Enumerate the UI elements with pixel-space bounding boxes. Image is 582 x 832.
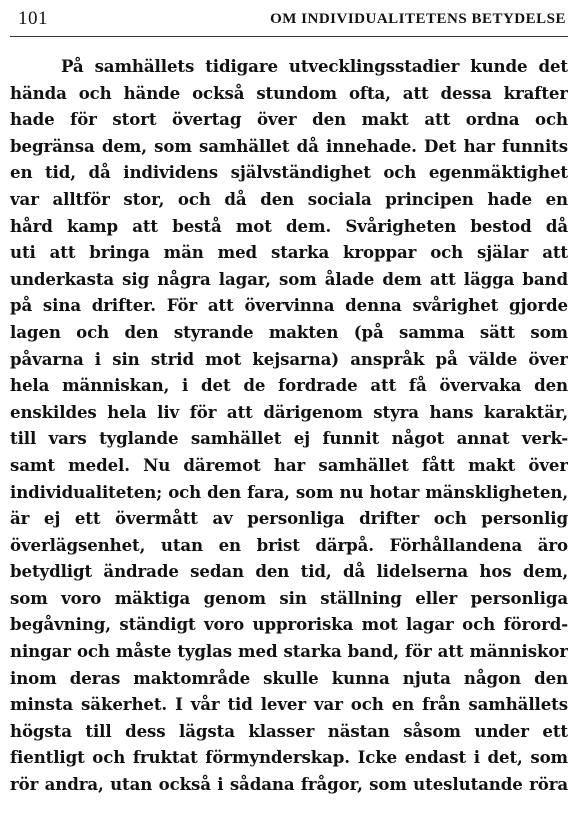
text-line: På samhällets tidigare utvecklingsstadier kunde det <box>61 56 568 76</box>
text-line: samt medel. Nu däremot har samhället fått makt över <box>10 454 568 475</box>
text-line: en tid, då individens självständighet och egenmäktighet <box>10 162 568 183</box>
header-rule <box>10 36 568 37</box>
text-line: fientligt och fruktat förmynderskap. Icke endast i det, som <box>10 747 568 768</box>
page-header <box>18 8 566 32</box>
text-line: underkasta sig några lagar, som ålade dem att lägga band <box>10 268 568 289</box>
text-line: till vars tyglande samhället ej funnit något annat verk- <box>10 428 568 449</box>
text-line: överlägsenhet, utan en brist därpå. Förhållandena äro <box>10 534 568 555</box>
text-line: hade för stort övertag över den makt att ordna och <box>10 109 568 130</box>
text-line: ningar och måste tyglas med starka band, för att människor <box>10 641 568 662</box>
text-line: är ej ett övermått av personliga drifter och personlig <box>10 508 568 529</box>
text-line: var alltför stor, och då den sociala principen hade en <box>10 188 568 209</box>
text-line: hända och hände också stundom ofta, att dessa krafter <box>10 82 568 103</box>
text-line: begåvning, ständigt voro upproriska mot lagar och förord- <box>10 614 568 635</box>
text-line: begränsa dem, som samhället då innehade. Det har funnits <box>10 135 568 156</box>
text-line: betydligt ändrade sedan den tid, då lidelserna hos dem, <box>10 561 568 582</box>
text-line: lagen och den styrande makten (på samma sätt som <box>10 321 568 342</box>
text-line: på sina drifter. För att övervinna denna svårighet gjorde <box>10 295 568 316</box>
text-line: minsta säkerhet. I vår tid lever var och en från samhällets <box>10 694 568 715</box>
body-text <box>10 53 568 798</box>
text-line: som voro mäktiga genom sin ställning eller personliga <box>10 587 568 608</box>
text-line: inom deras maktområde skulle kunna njuta någon den <box>10 667 568 688</box>
text-line: hård kamp att bestå mot dem. Svårigheten bestod då <box>10 215 568 236</box>
page-number: 101 <box>18 8 48 29</box>
text-line: rör andra, utan också i sådana frågor, som uteslutande röra <box>10 774 568 795</box>
text-line: uti att bringa män med starka kroppar och själar att <box>10 242 568 263</box>
running-title: OM INDIVIDUALITETENS BETYDELSE <box>270 11 566 27</box>
text-line: enskildes hela liv för att därigenom styra hans karaktär, <box>10 401 568 422</box>
text-line: påvarna i sin strid mot kejsarna) anspråk på välde över <box>10 348 568 369</box>
text-line: hela människan, i det de fordrade att få övervaka den <box>10 375 568 396</box>
text-line: högsta till dess lägsta klasser nästan såsom under ett <box>10 720 568 741</box>
text-line: individualiteten; och den fara, som nu hotar mänskligheten, <box>10 481 568 502</box>
